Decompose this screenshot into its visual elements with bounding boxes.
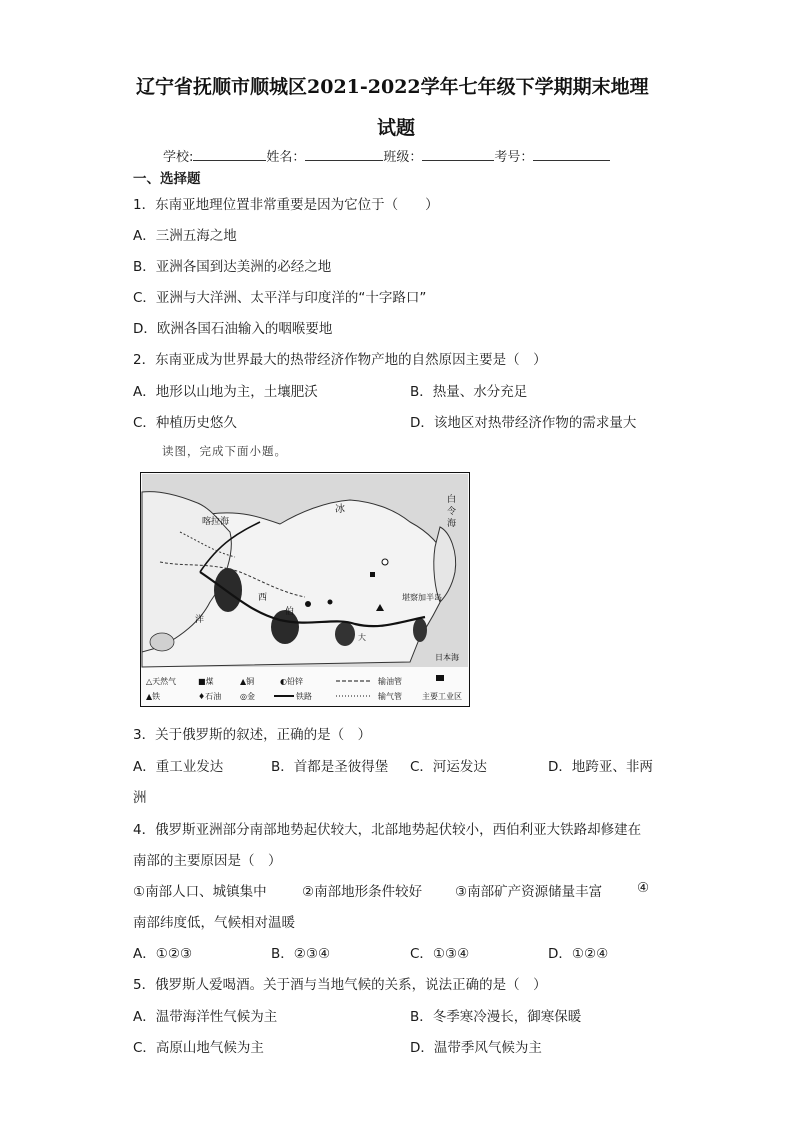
russia-map xyxy=(140,472,470,707)
info-line xyxy=(163,146,610,165)
label-japan-sea: 日本海 xyxy=(435,653,459,662)
q5-option-b: B．冬季寒冷漫长，御寒保暖 xyxy=(410,1009,582,1025)
q1-option-a: A．三洲五海之地 xyxy=(133,228,237,244)
gas-marker xyxy=(328,600,333,605)
q4-stem-cont: 南部的主要原因是（ ） xyxy=(133,853,282,869)
q4-option-a: A．①②③ xyxy=(133,946,193,962)
q4-statement-1: ①南部人口、城镇集中 xyxy=(133,884,267,900)
q4-option-b: B．②③④ xyxy=(271,946,331,962)
gold-marker xyxy=(382,559,388,565)
label-da: 大 xyxy=(358,633,366,642)
industry-zone-moscow xyxy=(214,568,242,612)
label-hai: 海 xyxy=(447,519,457,529)
q3-stem: 3．关于俄罗斯的叙述，正确的是（ ） xyxy=(133,727,372,743)
q2-option-a: A．地形以山地为主，土壤肥沃 xyxy=(133,384,318,400)
q3-option-a: A．重工业发达 xyxy=(133,759,224,775)
industry-zone-kuzbass xyxy=(335,622,355,646)
q3-option-c: C．河运发达 xyxy=(410,759,487,775)
legend-pipeline-gas: 输气管 xyxy=(378,692,402,701)
q4-statement-4-marker: ④ xyxy=(637,880,650,896)
name-label: 姓名： xyxy=(266,150,306,165)
map-instruction: 读图，完成下面小题。 xyxy=(162,444,287,458)
legend-oil: ♦石油 xyxy=(198,692,222,701)
q3-option-d-cont: 洲 xyxy=(133,790,147,806)
legend-leadzinc: ◐铅锌 xyxy=(280,677,303,686)
label-kamchatka: 堪察加半岛 xyxy=(402,593,442,602)
section-heading: 一、选择题 xyxy=(133,171,201,187)
label-kara-sea: 喀拉海 xyxy=(202,517,230,527)
q4-statement-2: ②南部地形条件较好 xyxy=(302,884,423,900)
q4-statement-3: ③南部矿产资源储量丰富 xyxy=(455,884,603,900)
q3-option-b: B．首都是圣彼得堡 xyxy=(271,759,389,775)
exam-no-label: 考号： xyxy=(494,150,534,165)
coal-marker xyxy=(370,572,375,577)
q1-stem: 1．东南亚地理位置非常重要是因为它位于（ ） xyxy=(133,197,439,213)
name-blank[interactable] xyxy=(305,148,383,161)
q4-option-d: D．①②④ xyxy=(548,946,609,962)
caspian-sea xyxy=(150,633,174,651)
label-bai: 白 xyxy=(447,495,457,505)
q1-option-b: B．亚洲各国到达美洲的必经之地 xyxy=(133,259,332,275)
legend-railway: 铁路 xyxy=(296,692,312,701)
q4-statement-4: 南部纬度低，气候相对温暖 xyxy=(133,915,295,931)
q4-option-c: C．①③④ xyxy=(410,946,470,962)
q1-option-c: C．亚洲与大洋洲、太平洋与印度洋的“十字路口” xyxy=(133,290,427,306)
q2-option-d: D．该地区对热带经济作物的需求量大 xyxy=(410,415,637,431)
school-blank[interactable] xyxy=(193,148,266,161)
label-yang: 洋 xyxy=(195,615,205,625)
legend-gas: △天然气 xyxy=(146,677,177,686)
legend-gold: ◎金 xyxy=(240,692,255,701)
q5-stem: 5．俄罗斯人爱喝酒。关于酒与当地气候的关系，说法正确的是（ ） xyxy=(133,977,547,993)
q3-option-d: D．地跨亚、非两 xyxy=(548,759,653,775)
q4-stem: 4．俄罗斯亚洲部分南部地势起伏较大，北部地势起伏较小，西伯利亚大铁路却修建在 xyxy=(133,822,642,838)
q5-option-d: D．温带季风气候为主 xyxy=(410,1040,542,1056)
class-blank[interactable] xyxy=(422,148,494,161)
page-title: 辽宁省抚顺市顺城区2021-2022学年七年级下学期期末地理 xyxy=(136,76,649,98)
legend-iron: ▲铁 xyxy=(146,692,161,701)
q5-option-a: A．温带海洋性气候为主 xyxy=(133,1009,278,1025)
legend-pipeline-oil: 输油管 xyxy=(378,677,402,686)
label-bo: 伯 xyxy=(285,607,295,617)
q2-option-b: B．热量、水分充足 xyxy=(410,384,528,400)
legend-copper: ▲铜 xyxy=(240,677,255,686)
label-xi: 西 xyxy=(258,593,268,603)
exam-no-blank[interactable] xyxy=(533,148,610,161)
legend-industry-swatch xyxy=(436,675,444,681)
class-label: 班级： xyxy=(383,150,423,165)
school-label: 学校: xyxy=(163,150,194,165)
lead-zinc-marker xyxy=(305,601,311,607)
legend-coal: ■煤 xyxy=(198,677,214,686)
q1-option-d: D．欧洲各国石油输入的咽喉要地 xyxy=(133,321,333,337)
industry-zone-far-east xyxy=(413,618,427,642)
page-title-cont: 试题 xyxy=(377,117,416,139)
legend-industry: 主要工业区 xyxy=(422,692,462,701)
label-bing: 冰 xyxy=(335,504,345,515)
label-ling: 令 xyxy=(447,507,457,517)
q5-option-c: C．高原山地气候为主 xyxy=(133,1040,264,1056)
q2-option-c: C．种植历史悠久 xyxy=(133,415,237,431)
q2-stem: 2．东南亚成为世界最大的热带经济作物产地的自然原因主要是（ ） xyxy=(133,352,547,368)
